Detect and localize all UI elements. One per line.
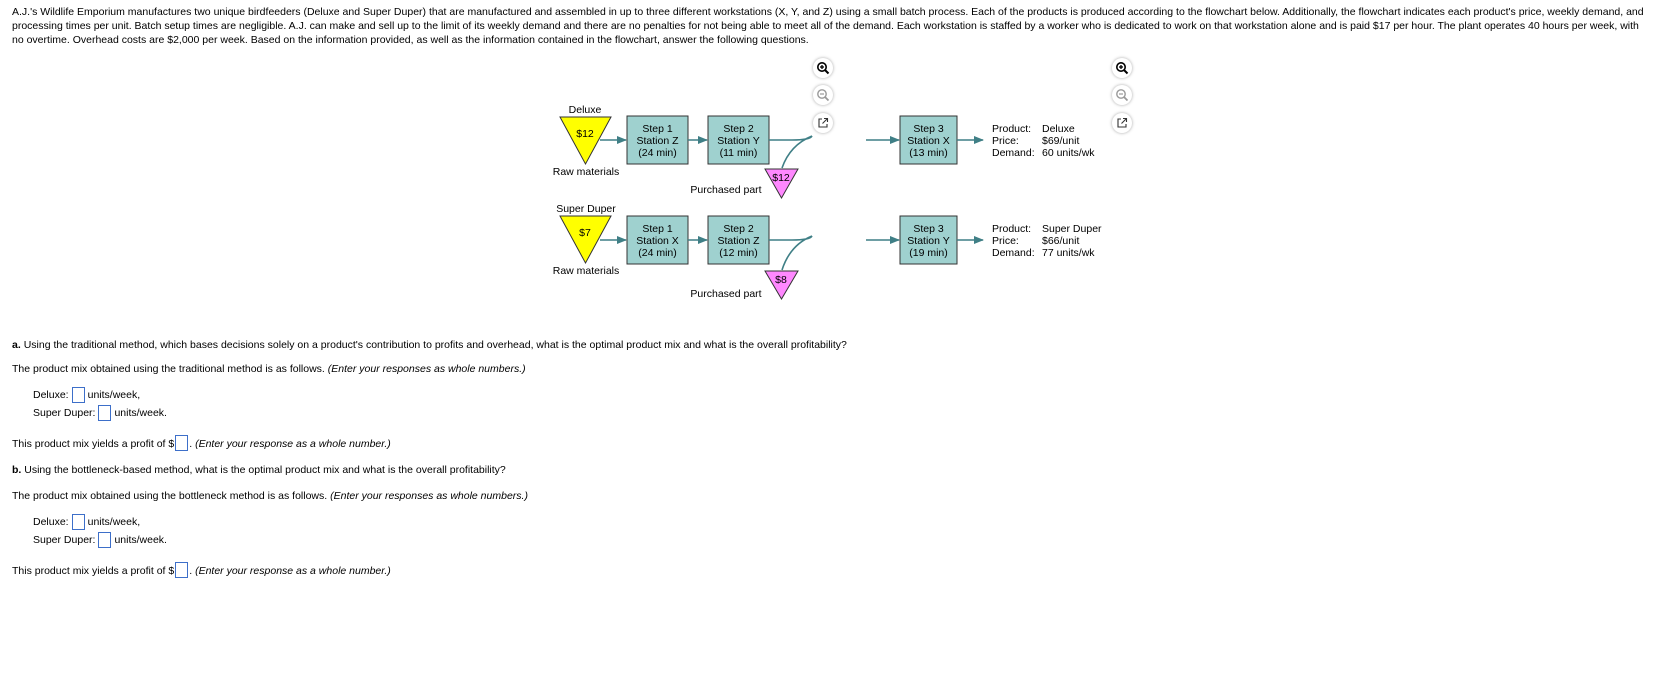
deluxe-name: Deluxe (568, 104, 602, 116)
superduper-part-cost: $8 (775, 274, 787, 286)
superduper-price-label: Price: (992, 235, 1019, 247)
deluxe-demand: 60 units/wk (1042, 147, 1095, 159)
open-external-button-1[interactable] (813, 113, 833, 133)
part-b-mix-hint: (Enter your responses as whole numbers.) (330, 490, 528, 502)
deluxe-merge-curve (769, 136, 812, 168)
part-b-profit-suffix: . (189, 564, 193, 577)
part-a-deluxe-row (33, 387, 140, 403)
superduper-demand-label: Demand: (992, 247, 1035, 259)
deluxe-product-label: Product: (992, 123, 1032, 135)
superduper-product: Super Duper (1042, 223, 1102, 235)
part-b-mix-intro-text: The product mix obtained using the bottleneck method is as follows. (12, 490, 328, 502)
part-b-superduper-unit: units/week. (114, 534, 167, 546)
superduper-step2-line1: Step 2 (723, 223, 754, 235)
external-link-icon (817, 117, 829, 129)
problem-statement: A.J.'s Wildlife Emporium manufactures two unique birdfeeders (Deluxe and Super Duper) that are manufactured and assembled in up to three different workstations (X, Y, and Z) using a small batch process. Each of the products is produced according to the flowchart below. Additionally, the flowchart indicates each product's price, weekly demand, and processing times per unit. Batch setup times are negligible. A.J. can make and sell up to the limit of its weekly demand and there are no penalties for not being able to meet all of the demand. Each workstation is staffed by a worker who is dedicated to work on that workstation alone and is paid $17 per hour. The plant operates 40 hours per week, with no overtime. Overhead costs are $2,000 per week. Based on the information provided, as well as the information contained in the flowchart, answer the following questions. (12, 6, 1644, 46)
part-a-question (12, 338, 847, 352)
zoom-out-button-2[interactable] (1112, 85, 1132, 105)
part-a-mix-intro-text: The product mix obtained using the traditional method is as follows. (12, 363, 325, 375)
deluxe-step3-line2: Station X (907, 135, 950, 147)
part-a-profit (12, 436, 391, 452)
deluxe-demand-label: Demand: (992, 147, 1035, 159)
deluxe-step1-line2: Station Z (636, 135, 679, 147)
superduper-merge-curve (769, 236, 812, 270)
superduper-raw-label: Raw materials (552, 265, 620, 277)
superduper-step3-line1: Step 3 (913, 223, 944, 235)
part-b-profit (12, 563, 391, 579)
zoom-in-button-2[interactable] (1112, 58, 1132, 78)
part-b-superduper-row (33, 532, 167, 548)
part-b-superduper-input[interactable] (98, 532, 111, 548)
part-b-deluxe-label: Deluxe: (33, 516, 69, 528)
deluxe-step3-line1: Step 3 (913, 123, 944, 135)
external-link-icon (1116, 117, 1128, 129)
deluxe-step2-line2: Station Y (717, 135, 760, 147)
part-b-profit-hint: (Enter your response as a whole number.) (195, 564, 391, 577)
part-b-superduper-label: Super Duper: (33, 534, 96, 546)
deluxe-price: $69/unit (1042, 135, 1080, 147)
part-a-deluxe-input[interactable] (72, 387, 85, 403)
part-a-deluxe-label: Deluxe: (33, 389, 69, 401)
deluxe-raw-label: Raw materials (552, 166, 620, 178)
part-a-label: a. (12, 339, 21, 351)
superduper-step2-line2: Station Z (717, 235, 760, 247)
part-a-mix-hint: (Enter your responses as whole numbers.) (327, 363, 526, 375)
open-external-button-2[interactable] (1112, 113, 1132, 133)
part-a-superduper-unit: units/week. (114, 407, 167, 419)
part-b-question-text: Using the bottleneck-based method, what is the optimal product mix and what is the overall profitability? (24, 464, 506, 476)
part-a-mix-intro (12, 362, 526, 376)
deluxe-step2-line1: Step 2 (723, 123, 754, 135)
part-b-question (12, 463, 506, 477)
superduper-step1-line3: (24 min) (638, 247, 677, 259)
part-a-profit-input[interactable] (175, 435, 188, 451)
part-a-profit-suffix: . (189, 437, 193, 450)
deluxe-step1-line1: Step 1 (642, 123, 673, 135)
part-a-question-text: Using the traditional method, which bases decisions solely on a product's contribution to profits and overhead, what is the optimal product mix and what is the overall profitability? (23, 339, 847, 351)
part-b-profit-prefix: This product mix yields a profit of $ (12, 564, 175, 577)
superduper-step3-line2: Station Y (907, 235, 950, 247)
zoom-out-button-1[interactable] (813, 85, 833, 105)
deluxe-part-cost: $12 (772, 172, 790, 184)
superduper-demand: 77 units/wk (1042, 247, 1095, 259)
flowchart (0, 0, 1665, 320)
part-a-superduper-label: Super Duper: (33, 407, 96, 419)
zoom-out-icon (1115, 88, 1129, 102)
part-b-profit-input[interactable] (175, 562, 188, 578)
part-b-deluxe-input[interactable] (72, 514, 85, 530)
part-b-label: b. (12, 464, 22, 476)
superduper-product-label: Product: (992, 223, 1032, 235)
deluxe-price-label: Price: (992, 135, 1019, 147)
deluxe-raw-cost: $12 (576, 128, 594, 140)
part-a-superduper-input[interactable] (98, 405, 111, 421)
deluxe-step1-line3: (24 min) (638, 147, 677, 159)
deluxe-product: Deluxe (1042, 123, 1075, 135)
deluxe-part-label: Purchased part (690, 184, 762, 196)
zoom-in-icon (816, 61, 830, 75)
zoom-in-icon (1115, 61, 1129, 75)
zoom-out-icon (816, 88, 830, 102)
part-a-deluxe-unit: units/week, (87, 389, 141, 401)
zoom-in-button-1[interactable] (813, 58, 833, 78)
superduper-price: $66/unit (1042, 235, 1080, 247)
deluxe-step2-line3: (11 min) (719, 147, 758, 159)
part-b-deluxe-unit: units/week, (87, 516, 141, 528)
deluxe-step3-line3: (13 min) (909, 147, 948, 159)
superduper-step1-line1: Step 1 (642, 223, 673, 235)
superduper-part-label: Purchased part (690, 288, 762, 300)
superduper-step3-line3: (19 min) (909, 247, 948, 259)
superduper-raw-cost: $7 (579, 227, 591, 239)
superduper-name: Super Duper (556, 203, 616, 215)
part-a-profit-hint: (Enter your response as a whole number.) (195, 437, 391, 450)
superduper-step2-line3: (12 min) (719, 247, 758, 259)
superduper-step1-line2: Station X (636, 235, 679, 247)
part-a-profit-prefix: This product mix yields a profit of $ (12, 437, 175, 450)
part-a-superduper-row (33, 405, 167, 421)
part-b-mix-intro (12, 489, 528, 503)
part-b-deluxe-row (33, 514, 140, 530)
